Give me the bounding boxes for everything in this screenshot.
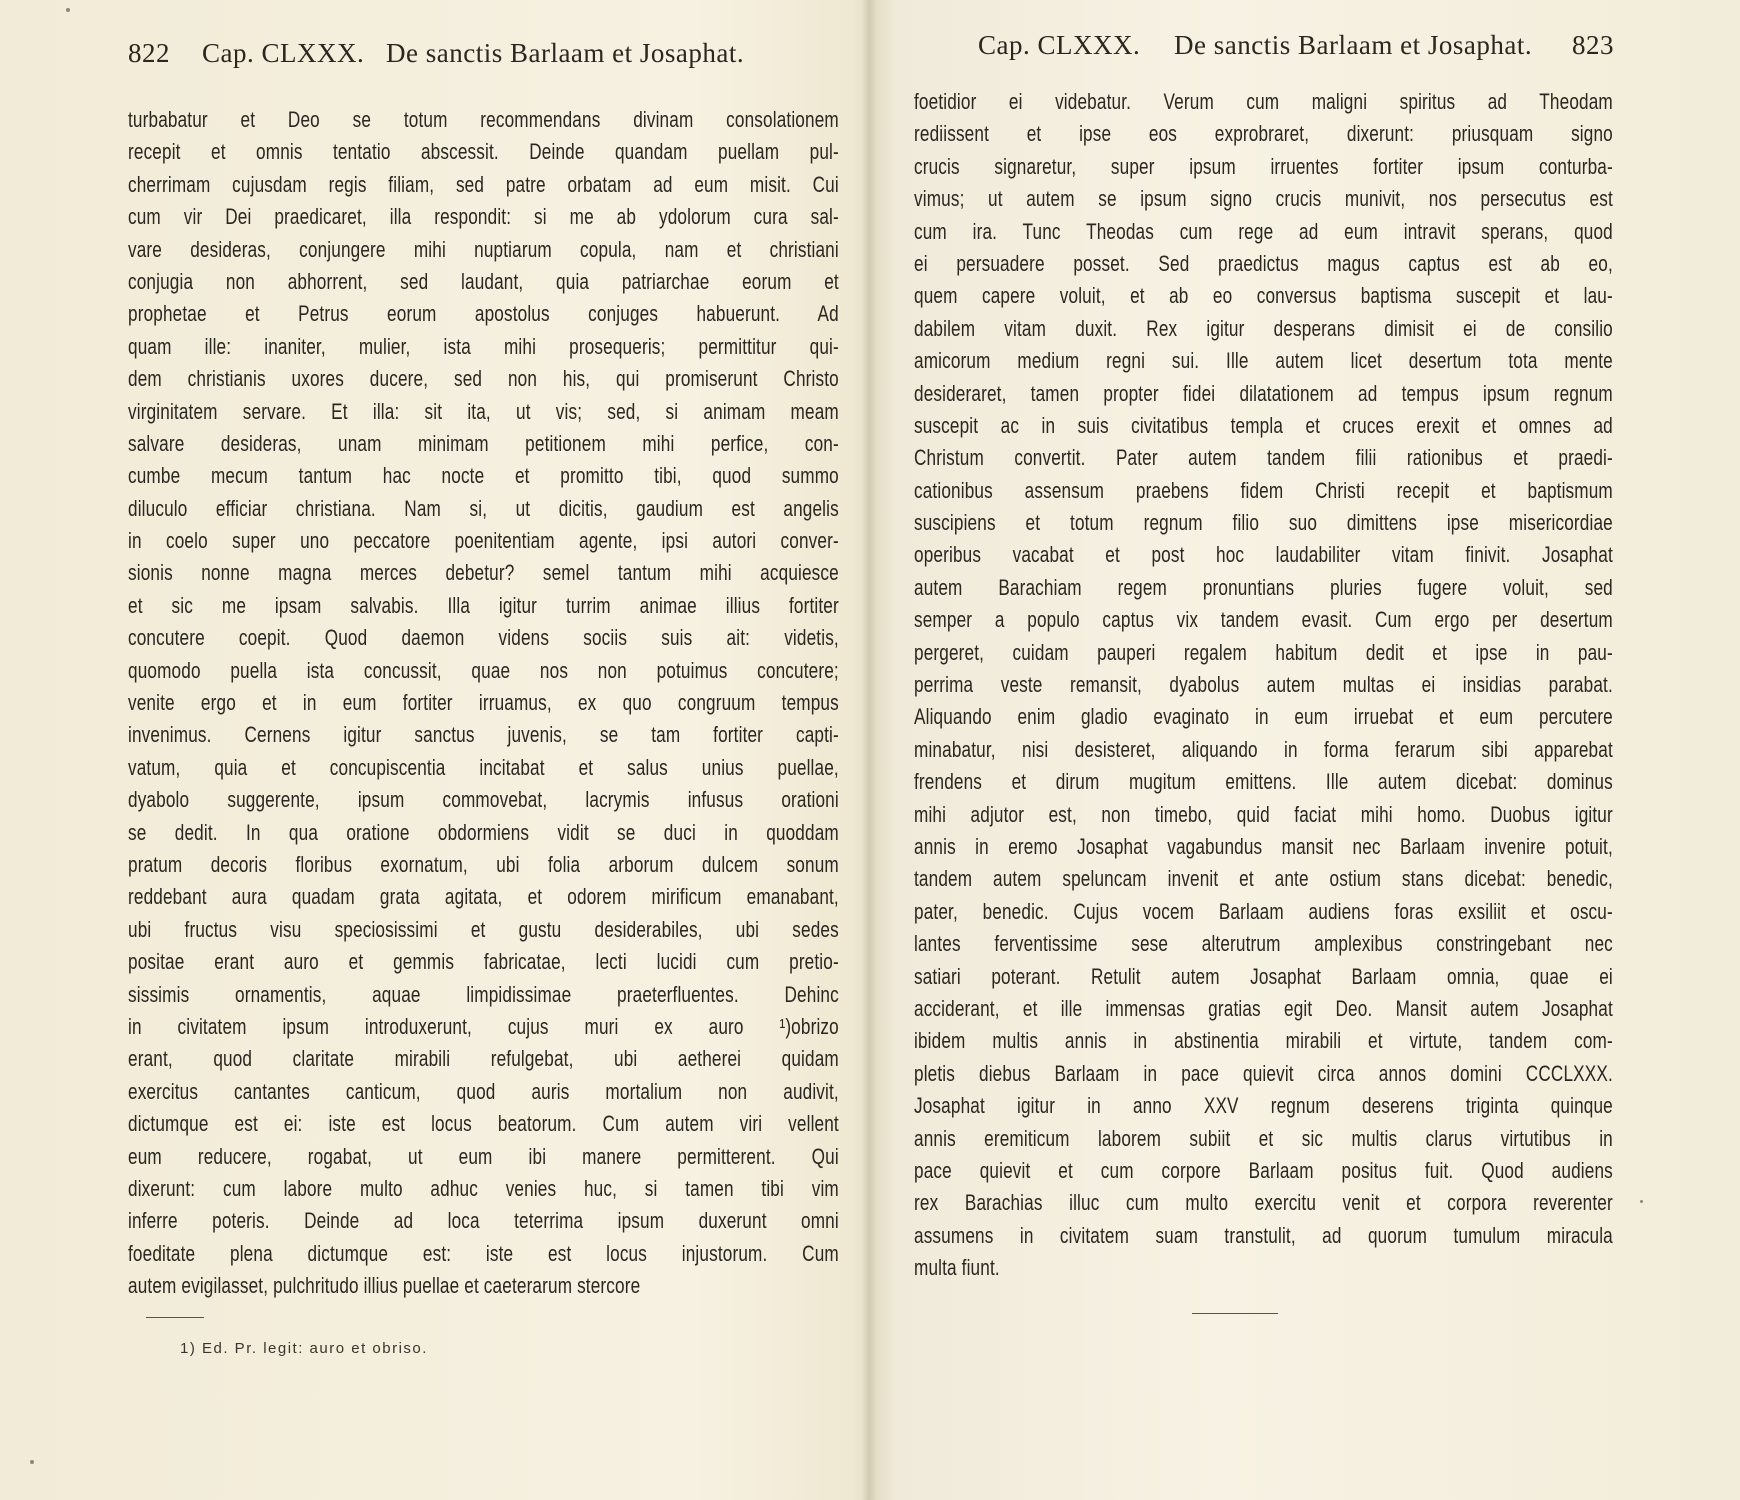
footnote: 1) Ed. Pr. legit: auro et obriso. bbox=[180, 1340, 428, 1357]
text-line: autem evigilasset, pulchritudo illius puellae et caeterarum stercore bbox=[128, 1273, 641, 1299]
paper-speck bbox=[30, 1460, 34, 1464]
text-line: acciderant, et ille immensas gratias egit Deo. Mansit autem Josaphat bbox=[914, 995, 1613, 1021]
right-body-text bbox=[914, 86, 1614, 1284]
text-line: cumbe mecum tantum hac nocte et promitto tibi, quod summo bbox=[128, 463, 839, 489]
paper-speck bbox=[66, 8, 70, 12]
text-line: virginitatem servare. Et illa: sit ita, ut vis; sed, si animam meam bbox=[128, 398, 839, 424]
text-line: lantes ferventissime sese alterutrum amplexibus constringebant nec bbox=[914, 931, 1613, 957]
text-line: perrima veste remansit, dyabolus autem multas ei insidias parabat. bbox=[914, 672, 1613, 698]
book-gutter bbox=[862, 0, 876, 1500]
text-line: cherrimam cujusdam regis filiam, sed patre orbatam ad eum misit. Cui bbox=[128, 171, 839, 197]
left-page-number: 822 bbox=[128, 38, 170, 68]
text-line: venite ergo et in eum fortiter irruamus, ex quo congruum tempus bbox=[128, 690, 839, 716]
text-line: ei persuadere posset. Sed praedictus magus captus est ab eo, bbox=[914, 250, 1613, 276]
text-line: recepit et omnis tentatio abscessit. Deinde quandam puellam pul- bbox=[128, 139, 839, 165]
text-line: pater, benedic. Cujus vocem Barlaam audiens foras exsiliit et oscu- bbox=[914, 898, 1613, 924]
text-line: vimus; ut autem se ipsum signo crucis munivit, nos persecutus est bbox=[914, 186, 1613, 212]
text-line: suscepit ac in suis civitatibus templa et cruces erexit et omnes ad bbox=[914, 412, 1613, 438]
left-running-title: De sanctis Barlaam et Josaphat. bbox=[386, 38, 745, 68]
text-line: eum reducere, rogabat, ut eum ibi manere permitterent. Qui bbox=[128, 1143, 839, 1169]
text-line: vare desideras, conjungere mihi nuptiarum copula, nam et christiani bbox=[128, 236, 839, 262]
text-line: crucis signaretur, super ipsum irruentes fortiter ipsum conturba- bbox=[914, 153, 1613, 179]
text-line: foeditate plena dictumque est: iste est locus injustorum. Cum bbox=[128, 1240, 839, 1266]
text-line: conjugia non abhorrent, sed laudant, quia patriarchae eorum et bbox=[128, 268, 839, 294]
text-line: rediissent et ipse eos exprobraret, dixerunt: priusquam signo bbox=[914, 121, 1613, 147]
right-running-title: De sanctis Barlaam et Josaphat. bbox=[1174, 30, 1533, 60]
text-line: diluculo efficiar christiana. Nam si, ut dicitis, gaudium est angelis bbox=[128, 495, 839, 521]
text-line: ubi fructus visu speciosissimi et gustu desiderabiles, ubi sedes bbox=[128, 916, 839, 942]
left-page bbox=[128, 30, 840, 1302]
left-running-head bbox=[128, 30, 840, 70]
text-line: pace quievit et cum corpore Barlaam positus fuit. Quod audiens bbox=[914, 1157, 1613, 1183]
text-line: dyabolo suggerente, ipsum commovebat, lacrymis infusus orationi bbox=[128, 787, 839, 813]
text-line: erant, quod claritate mirabili refulgebat, ubi aetherei quidam bbox=[128, 1046, 839, 1072]
text-line: salvare desideras, unam minimam petitionem mihi perfice, con- bbox=[128, 430, 839, 456]
right-chapter-label: Cap. CLXXX. bbox=[978, 30, 1141, 60]
text-line: assumens in civitatem suam transtulit, ad quorum tumulum miracula bbox=[914, 1222, 1613, 1248]
text-line: cum ira. Tunc Theodas cum rege ad eum intravit sperans, quod bbox=[914, 218, 1613, 244]
text-line: se dedit. In qua oratione obdormiens vidit se duci in quoddam bbox=[128, 819, 839, 845]
left-body-text bbox=[128, 104, 840, 1302]
text-line: in coelo super uno peccatore poenitentiam agente, ipsi autori conver- bbox=[128, 528, 839, 554]
right-page bbox=[914, 30, 1614, 1284]
text-line: multa fiunt. bbox=[914, 1255, 1000, 1281]
text-line: prophetae et Petrus eorum apostolus conjuges habuerunt. Ad bbox=[128, 301, 839, 327]
text-line: reddebant aura quadam grata agitata, et odorem mirificum emanabant, bbox=[128, 884, 839, 910]
text-line: suscipiens et totum regnum filio suo dimittens ipse misericordiae bbox=[914, 510, 1613, 536]
text-line: amicorum medium regni sui. Ille autem licet desertum tota mente bbox=[914, 348, 1613, 374]
text-line: pergeret, cuidam pauperi regalem habitum dedit et ipse in pau- bbox=[914, 639, 1613, 665]
text-line: concutere coepit. Quod daemon videns sociis suis ait: videtis, bbox=[128, 625, 839, 651]
text-line: quomodo puella ista concussit, quae nos non potuimus concutere; bbox=[128, 657, 839, 683]
text-line: cationibus assensum praebens fidem Christi recepit et baptismum bbox=[914, 477, 1613, 503]
text-line: vatum, quia et concupiscentia incitabat et salus unius puellae, bbox=[128, 754, 839, 780]
text-line: pletis diebus Barlaam in pace quievit circa annos domini CCCLXXX. bbox=[914, 1060, 1613, 1086]
text-line: et sic me ipsam salvabis. Illa igitur turrim animae illius fortiter bbox=[128, 592, 839, 618]
text-line: Josaphat igitur in anno XXV regnum deserens triginta quinque bbox=[914, 1093, 1613, 1119]
text-line: dictumque est ei: iste est locus beatorum. Cum autem viri vellent bbox=[128, 1111, 839, 1137]
text-line: invenimus. Cernens igitur sanctus juvenis, se tam fortiter capti- bbox=[128, 722, 839, 748]
text-line: tandem autem speluncam invenit et ante ostium stans dicebat: benedic, bbox=[914, 866, 1613, 892]
text-line: in civitatem ipsum introduxerunt, cujus muri ex auro ¹)obrizo bbox=[128, 1013, 839, 1039]
left-footnote-rule bbox=[146, 1317, 204, 1318]
left-chapter-label: Cap. CLXXX. bbox=[202, 38, 365, 68]
text-line: sissimis ornamentis, aquae limpidissimae praeterfluentes. Dehinc bbox=[128, 981, 839, 1007]
text-line: sionis nonne magna merces debetur? semel tantum mihi acquiesce bbox=[128, 560, 839, 586]
text-line: pratum decoris floribus exornatum, ubi folia arborum dulcem sonum bbox=[128, 851, 839, 877]
text-line: dem christianis uxores ducere, sed non his, qui promiserunt Christo bbox=[128, 366, 839, 392]
text-line: satiari poterant. Retulit autem Josaphat Barlaam omnia, quae ei bbox=[914, 963, 1613, 989]
text-line: quam ille: inaniter, mulier, ista mihi prosequeris; permittitur qui- bbox=[128, 333, 839, 359]
text-line: annis eremiticum laborem subiit et sic multis clarus virtutibus in bbox=[914, 1125, 1613, 1151]
text-line: rex Barachias illuc cum multo exercitu venit et corpora reverenter bbox=[914, 1190, 1613, 1216]
text-line: dabilem vitam duxit. Rex igitur desperans dimisit ei de consilio bbox=[914, 315, 1613, 341]
text-line: quem capere voluit, et ab eo conversus baptisma suscepit et lau- bbox=[914, 283, 1613, 309]
text-line: ibidem multis annis in abstinentia mirabili et virtute, tandem com- bbox=[914, 1028, 1613, 1054]
text-line: dixerunt: cum labore multo adhuc venies huc, si tamen tibi vim bbox=[128, 1175, 839, 1201]
right-running-head bbox=[914, 30, 1614, 70]
text-line: Christum convertit. Pater autem tandem filii rationibus et praedi- bbox=[914, 445, 1613, 471]
text-line: frendens et dirum mugitum emittens. Ille autem dicebat: dominus bbox=[914, 769, 1613, 795]
text-line: cum vir Dei praedicaret, illa respondit: si me ab ydolorum cura sal- bbox=[128, 204, 839, 230]
text-line: mihi adjutor est, non timebo, quid faciat mihi homo. Duobus igitur bbox=[914, 801, 1613, 827]
paper-speck bbox=[1640, 1200, 1643, 1203]
text-line: operibus vacabat et post hoc laudabiliter vitam finivit. Josaphat bbox=[914, 542, 1613, 568]
text-line: inferre poteris. Deinde ad loca teterrima ipsum duxerunt omni bbox=[128, 1208, 839, 1234]
text-line: exercitus cantantes canticum, quod auris mortalium non audivit, bbox=[128, 1078, 839, 1104]
text-line: minabatur, nisi desisteret, aliquando in forma ferarum sibi apparebat bbox=[914, 736, 1613, 762]
text-line: positae erant auro et gemmis fabricatae, lecti lucidi cum pretio- bbox=[128, 949, 839, 975]
text-line: autem Barachiam regem pronuntians pluries fugere voluit, sed bbox=[914, 574, 1613, 600]
right-end-rule bbox=[1192, 1313, 1278, 1314]
text-line: annis in eremo Josaphat vagabundus mansit nec Barlaam invenire potuit, bbox=[914, 833, 1613, 859]
text-line: semper a populo captus vix tandem evasit. Cum ergo per desertum bbox=[914, 607, 1613, 633]
text-line: desideraret, tamen propter fidei dilatationem ad tempus ipsum regnum bbox=[914, 380, 1613, 406]
right-page-number: 823 bbox=[1572, 30, 1614, 60]
text-line: Aliquando enim gladio evaginato in eum irruebat et eum percutere bbox=[914, 704, 1613, 730]
text-line: turbabatur et Deo se totum recommendans divinam consolationem bbox=[128, 107, 839, 132]
text-line: foetidior ei videbatur. Verum cum maligni spiritus ad Theodam bbox=[914, 89, 1613, 114]
